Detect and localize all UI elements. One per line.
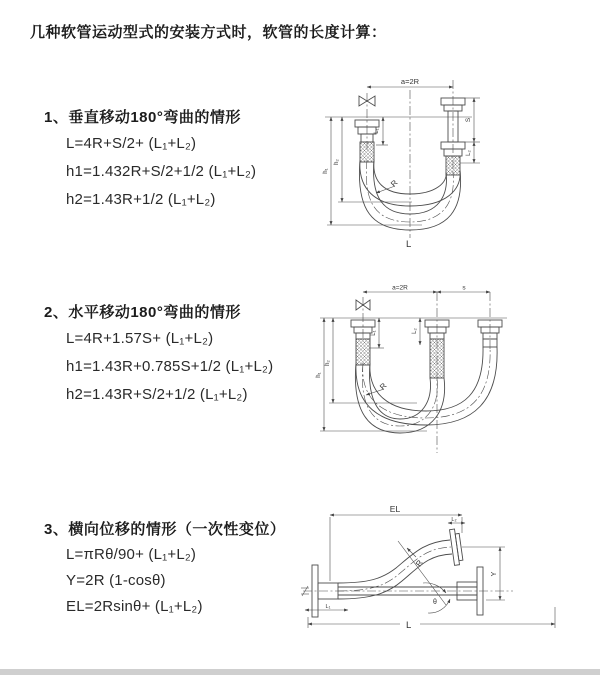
- dim-label-h1: h₁: [323, 168, 329, 174]
- dim-label-l: L: [406, 620, 412, 631]
- dim-label-l2: L₂: [451, 517, 457, 523]
- dim-label-h2: h₂: [325, 360, 331, 366]
- dim-label-r: R: [389, 178, 400, 189]
- dim-label-l: L: [406, 239, 412, 250]
- radius-callout: [376, 178, 400, 193]
- dimension-s: [437, 285, 490, 293]
- section-1-formula-L: L=4R+S/2+ (L₁+L₂): [66, 135, 197, 152]
- dim-label-l1: L₁: [371, 330, 377, 336]
- dim-label-h1: h₁: [316, 372, 322, 378]
- dim-label-y: Y: [491, 571, 498, 577]
- dimension-h1: [323, 117, 422, 225]
- page-title: 几种软管运动型式的安装方式时，软管的长度计算：: [30, 24, 387, 41]
- dim-label-s: s: [462, 284, 466, 292]
- upper-flange: [450, 528, 464, 565]
- dimension-l: [308, 607, 555, 631]
- diagram-vertical-180-bend: [312, 70, 594, 262]
- section-2-formula-h1: h1=1.43R+0.785S+1/2 (L₁+L₂): [66, 358, 274, 375]
- dimension-l2: [448, 517, 465, 523]
- centerlines: [320, 292, 507, 453]
- hose-position-displaced: [356, 347, 497, 425]
- section-3-heading: 3、横向位移的情形（一次性变位）: [44, 521, 286, 538]
- dimension-l2: [460, 142, 480, 163]
- section-2-formula-h2: h2=1.43R+S/2+1/2 (L₁+L₂): [66, 386, 248, 403]
- section-3-formula-EL: EL=2Rsinθ+ (L₁+L₂): [66, 598, 203, 615]
- dimension-a2r: [367, 77, 453, 87]
- dim-label-r: R: [414, 558, 425, 569]
- radius-callout: [366, 381, 389, 395]
- dim-label-r: R: [378, 381, 389, 392]
- diagram-horizontal-180-bend: [312, 283, 594, 458]
- dim-label-l2: L₂: [466, 150, 472, 156]
- dim-label-l2: L₂: [412, 328, 418, 334]
- dimension-l2: [412, 318, 420, 345]
- dim-label-a2r: a=2R: [400, 77, 420, 86]
- dim-label-s: S: [465, 117, 472, 123]
- dim-label-a2r: a=2R: [392, 284, 408, 292]
- dimension-el: [330, 504, 462, 581]
- section-1-formula-h2: h2=1.43R+1/2 (L₁+L₂): [66, 191, 216, 208]
- dim-label-theta: θ: [433, 599, 437, 606]
- section-2-heading: 2、水平移动180°弯曲的情形: [44, 304, 241, 321]
- section-1-formula-h1: h1=1.432R+S/2+1/2 (L₁+L₂): [66, 163, 257, 180]
- dimension-s: [465, 98, 480, 142]
- page-bottom-edge: [0, 669, 600, 675]
- dimension-y: [462, 547, 505, 600]
- dimension-l1: [370, 318, 384, 348]
- section-2-formula-L: L=4R+1.57S+ (L₁+L₂): [66, 330, 214, 347]
- section-3-formula-Y: Y=2R (1-cosθ): [66, 572, 166, 589]
- dimension-l1: [374, 117, 388, 145]
- dimension-a2r: [363, 285, 437, 293]
- left-fitting: [351, 320, 375, 365]
- dim-label-l1: L₁: [374, 128, 380, 134]
- dimension-l1: [305, 604, 348, 610]
- pipe-centerline: [301, 586, 513, 596]
- section-3-formula-L: L=πRθ/90+ (L₁+L₂): [66, 546, 197, 563]
- section-1-heading: 1、垂直移动180°弯曲的情形: [44, 109, 241, 126]
- dim-label-el: EL: [389, 504, 401, 514]
- angle-theta: [398, 541, 450, 613]
- diagram-lateral-displacement: [298, 503, 594, 648]
- dim-label-l1: L₁: [325, 604, 331, 610]
- dim-label-h2: h₂: [334, 159, 340, 165]
